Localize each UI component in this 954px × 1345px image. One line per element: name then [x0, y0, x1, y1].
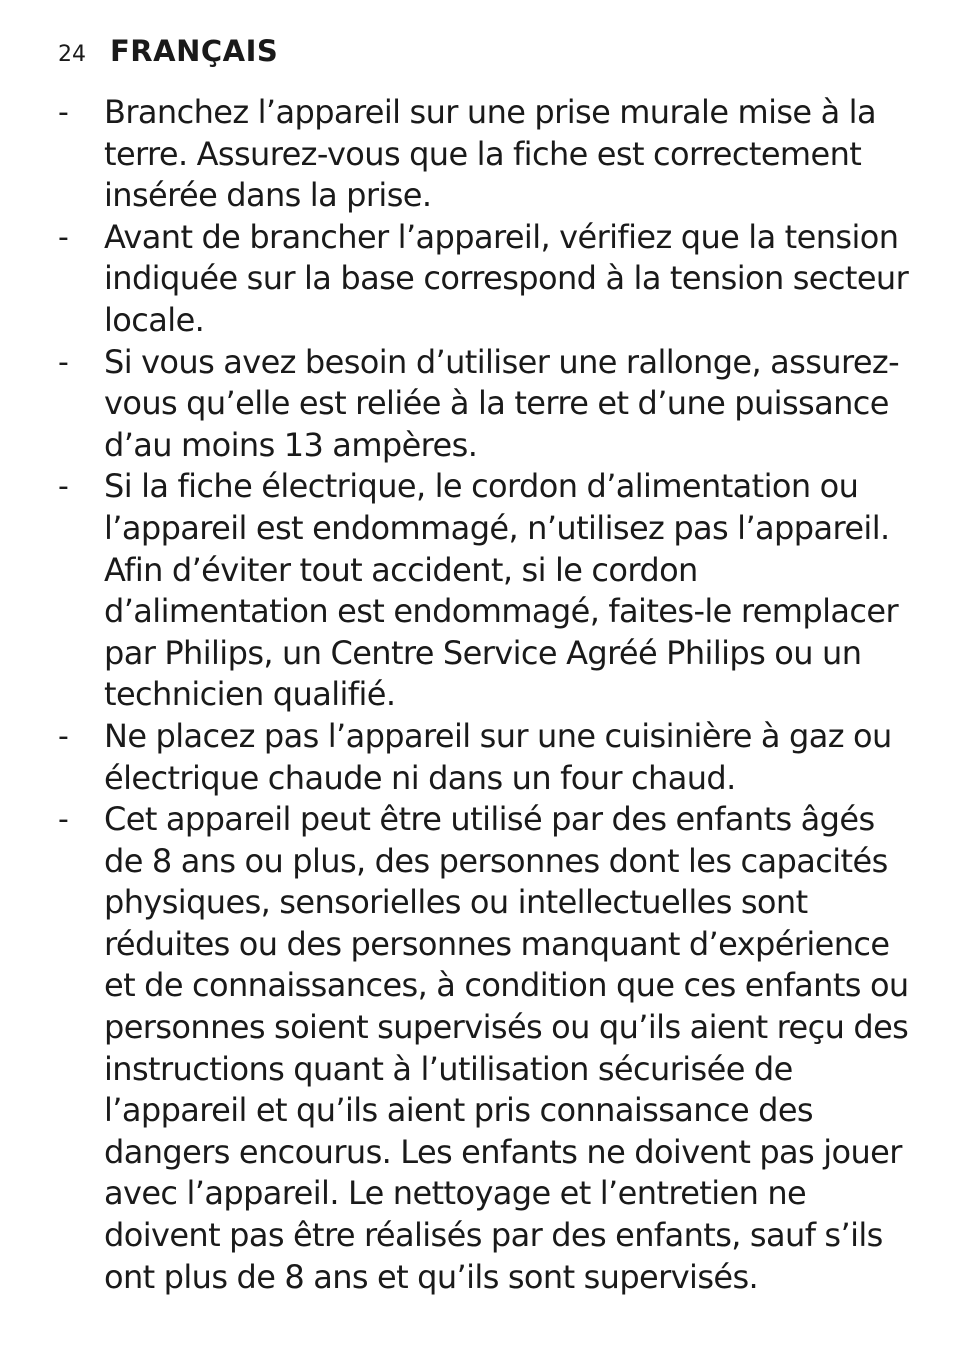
page-header	[58, 34, 278, 68]
bullet-dash: -	[58, 802, 69, 838]
list-item	[58, 92, 918, 217]
bullet-dash: -	[58, 344, 69, 380]
list-item	[58, 799, 918, 1298]
bullet-dash: -	[58, 219, 69, 255]
list-item-text: Cet appareil peut être utilisé par des enfants âgés de 8 ans ou plus, des personnes dont les capacités physiques, sensorielles ou intellectuelles sont réduites ou des personnes manquant d’expérience et de connaissances, à condition que ces enfants ou personnes soient supervisés ou qu’ils aient reçu des instructions quant à l’utilisation sécurisée de l’appareil et qu’ils aient pris connaissance des dangers encourus. Les enfants ne doivent pas jouer avec l’appareil. Le nettoyage et l’entretien ne doivent pas être réalisés par des enfants, sauf s’ils ont plus de 8 ans et qu’ils sont supervisés.	[104, 800, 909, 1296]
bullet-dash: -	[58, 469, 69, 505]
list-item	[58, 342, 918, 467]
list-item	[58, 217, 918, 342]
list-item-text: Avant de brancher l’appareil, vérifiez que la tension indiquée sur la base correspond à la tension secteur locale.	[104, 217, 909, 339]
bullet-dash: -	[58, 95, 69, 130]
list-item-text: Branchez l’appareil sur une prise murale mise à la terre. Assurez-vous que la fiche est correctement insérée dans la prise.	[104, 93, 876, 215]
bullet-dash: -	[58, 718, 69, 754]
list-item-text: Si la fiche électrique, le cordon d’alimentation ou l’appareil est endommagé, n’utilisez pas l’appareil. Afin d’éviter tout accident, si le cordon d’alimentation est endommagé, faites-le remplacer par Philips, un Centre Service Agréé Philips ou un technicien qualifié.	[104, 467, 899, 714]
list-item	[58, 716, 918, 799]
safety-list	[58, 92, 918, 1298]
page-number: 24	[58, 42, 86, 67]
list-item	[58, 466, 918, 716]
list-item-text: Si vous avez besoin d’utiliser une rallonge, assurez-vous qu’elle est reliée à la terre et d’une puissance d’au moins 13 ampères.	[104, 342, 900, 464]
section-title: FRANÇAIS	[110, 34, 279, 68]
list-item-text: Ne placez pas l’appareil sur une cuisinière à gaz ou électrique chaude ni dans un four chaud.	[104, 716, 892, 797]
